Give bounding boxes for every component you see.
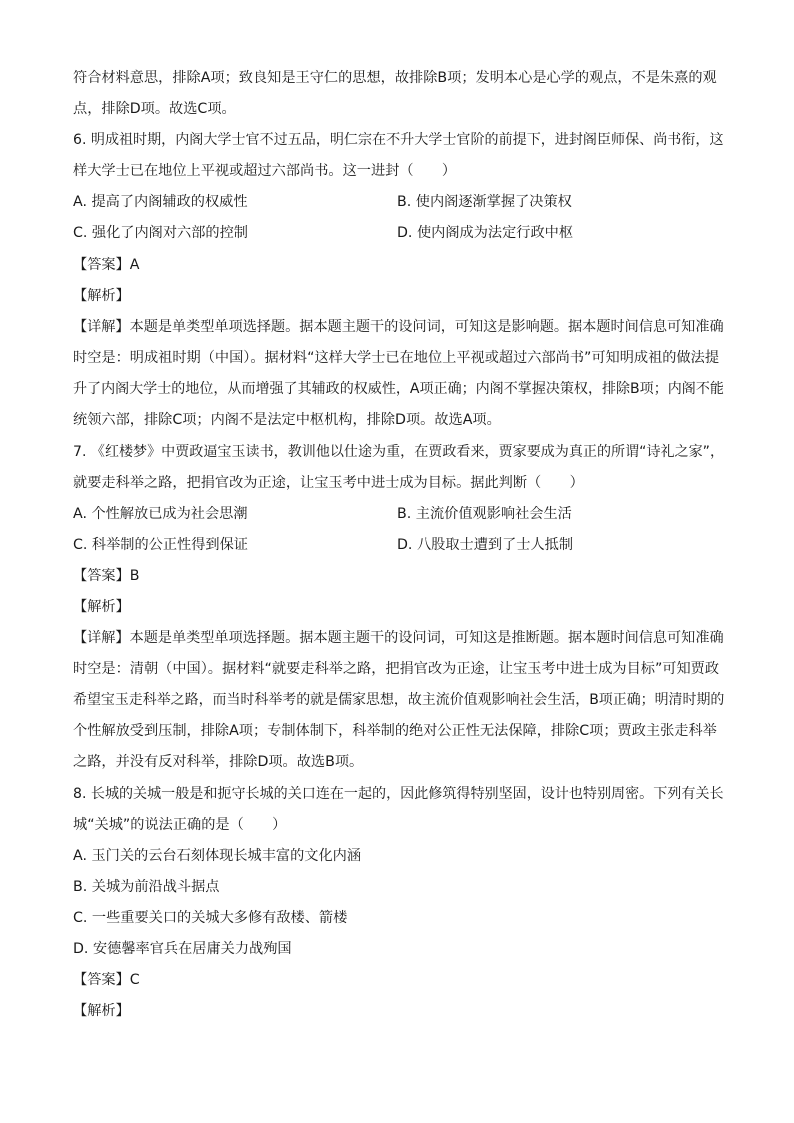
question-7-stem: 7. 《红楼梦》中贾政逼宝玉读书，教训他以仕途为重，在贾政看来，贾家要成为真正的所谓“诗礼之家”， <box>73 444 725 460</box>
question-7-explanation: 希望宝玉走科举之路，而当时科举考的就是儒家思想，故主流价值观影响社会生活，B项正确；明清时期的 <box>73 692 725 708</box>
question-6-option-b: B. 使内阁逐渐掌握了决策权 <box>397 194 572 210</box>
question-6-explanation: 【详解】本题是单类型单项选择题。据本题主题干的设问词，可知这是影响题。据本题时间信息可知准确 <box>73 319 724 335</box>
question-7-option-d: D. 八股取士遭到了士人抵制 <box>397 537 574 553</box>
text-line: 点，排除D项。故选C项。 <box>73 101 236 117</box>
question-6-explanation: 统领六部，排除C项；内阁不是法定中枢机构，排除D项。故选A项。 <box>73 412 501 428</box>
text-line: 符合材料意思，排除A项；致良知是王守仁的思想，故排除B项；发明本心是心学的观点，不是朱熹的观 <box>73 70 717 86</box>
question-6-option-a: A. 提高了内阁辅政的权威性 <box>73 194 248 210</box>
question-6-answer: 【答案】A <box>73 257 140 273</box>
question-8-option-d: D. 安德馨率官兵在居庸关力战殉国 <box>73 941 292 957</box>
question-6-option-c: C. 强化了内阁对六部的控制 <box>73 225 248 241</box>
question-6-analysis-heading: 【解析】 <box>73 288 130 304</box>
question-6-explanation: 升了内阁大学士的地位，从而增强了其辅政的权威性，A项正确；内阁不掌握决策权，排除B项；内阁不能 <box>73 381 724 397</box>
question-7-explanation: 【详解】本题是单类型单项选择题。据本题主题干的设问词，可知这是推断题。据本题时间信息可知准确 <box>73 630 724 646</box>
question-8-option-c: C. 一些重要关口的关城大多修有敌楼、箭楼 <box>73 910 348 926</box>
question-7-explanation: 个性解放受到压制，排除A项；专制体制下，科举制的绝对公正性无法保障，排除C项；贾政主张走科举 <box>73 723 717 739</box>
question-6-explanation: 时空是：明成祖时期（中国）。据材料“这样大学士已在地位上平视或超过六部尚书”可知明成祖的做法提 <box>73 350 720 366</box>
question-7-stem: 就要走科举之路，把捐官改为正途，让宝玉考中进士成为目标。据此判断（ ） <box>73 475 584 491</box>
question-7-answer: 【答案】B <box>73 568 140 584</box>
question-6-stem: 6. 明成祖时期，内阁大学士官不过五品，明仁宗在不升大学士官阶的前提下，进封阁臣师保、尚书衔，这 <box>73 132 724 148</box>
question-8-option-a: A. 玉门关的云台石刻体现长城丰富的文化内涵 <box>73 848 362 864</box>
question-8-stem: 城“关城”的说法正确的是（ ） <box>73 817 287 833</box>
question-7-option-b: B. 主流价值观影响社会生活 <box>397 506 572 522</box>
question-7-analysis-heading: 【解析】 <box>73 599 130 615</box>
question-6-option-d: D. 使内阁成为法定行政中枢 <box>397 225 574 241</box>
question-8-analysis-heading: 【解析】 <box>73 1003 130 1019</box>
question-7-option-a: A. 个性解放已成为社会思潮 <box>73 506 248 522</box>
question-7-explanation: 之路，并没有反对科举，排除D项。故选B项。 <box>73 754 364 770</box>
question-6-stem: 样大学士已在地位上平视或超过六部尚书。这一进封（ ） <box>73 163 457 179</box>
question-8-option-b: B. 关城为前沿战斗据点 <box>73 879 220 895</box>
question-8-answer: 【答案】C <box>73 972 140 988</box>
question-7-explanation: 时空是：清朝（中国）。据材料“就要走科举之路，把捐官改为正途，让宝玉考中进士成为目标”可知贾政 <box>73 661 720 677</box>
question-7-option-c: C. 科举制的公正性得到保证 <box>73 537 248 553</box>
question-8-stem: 8. 长城的关城一般是和扼守长城的关口连在一起的，因此修筑得特别坚固，设计也特别周密。下列有关长 <box>73 786 724 802</box>
